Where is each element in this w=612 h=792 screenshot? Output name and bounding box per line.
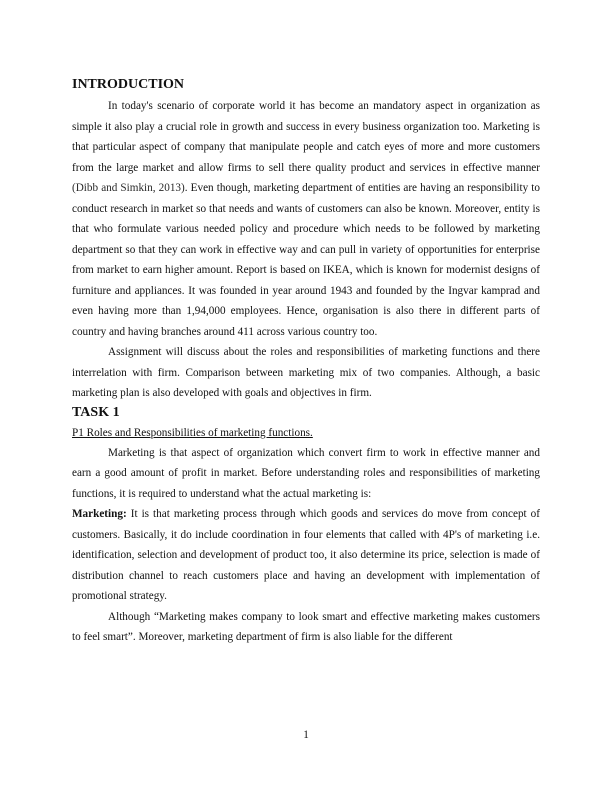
introduction-heading: INTRODUCTION <box>72 77 185 92</box>
marketing-definition-text: It is that marketing process through which goods and services do move from concept of customers. Basically, it do include coordination in four elements that called with 4P's of marketing i.e. identification, selection and development of product too, it also determine its price, selection is made of distribution channel to reach customers place and having an development with implementation of promotional strategy. <box>72 508 540 602</box>
introduction-paragraph-1 <box>72 96 540 342</box>
marketing-definition-label: Marketing: <box>72 508 127 520</box>
task1-subheading: P1 Roles and Responsibilities of marketing functions. <box>72 426 313 439</box>
intro-text-before-citation: In today's scenario of corporate world it has become an mandatory aspect in organization as simple it also play a crucial role in growth and success in every business organization too. Marketing is that particular aspect of company that manipulate people and catch eyes of more and more customers from the large market and allow firms to sell there quality product and services in effective manner <box>72 100 540 174</box>
introduction-paragraph-2: Assignment will discuss about the roles and responsibilities of marketing functions and there interrelation with firm. Comparison between marketing mix of two companies. Although, a basic marketing plan is also developed with goals and objectives in firm. <box>72 346 540 399</box>
page-content <box>72 76 540 648</box>
intro-text-after-citation: . Even though, marketing department of entities are having an responsibility to conduct research in market so that needs and wants of customers can also be known. Moreover, entity is that who formulate various needed policy and procedure which needs to be followed by marketing department so that they can work in effective way and can pull in variety of opportunities for enterprise from market to earn higher amount. Report is based on IKEA, which is known for modernist designs of furniture and appliances. It was founded in year around 1943 and founded by the Ingvar kamprad and even having more than 1,94,000 employees. Hence, organisation is also there in different parts of country and having branches around 411 across various country too. <box>72 182 541 338</box>
task1-paragraph-1: Marketing is that aspect of organization which convert firm to work in effective manner and earn a good amount of profit in market. Before understanding roles and responsibilities of marketing functions, it is required to understand what the actual marketing is: <box>72 446 540 500</box>
citation-dibb-simkin: (Dibb and Simkin, 2013) <box>72 182 185 194</box>
task1-paragraph-3: Although “Marketing makes company to look smart and effective marketing makes customers to feel smart”. Moreover, marketing department of firm is also liable for the different <box>72 610 540 643</box>
task1-heading: TASK 1 <box>72 404 120 420</box>
page-number: 1 <box>303 729 309 741</box>
marketing-definition-paragraph <box>72 504 540 607</box>
